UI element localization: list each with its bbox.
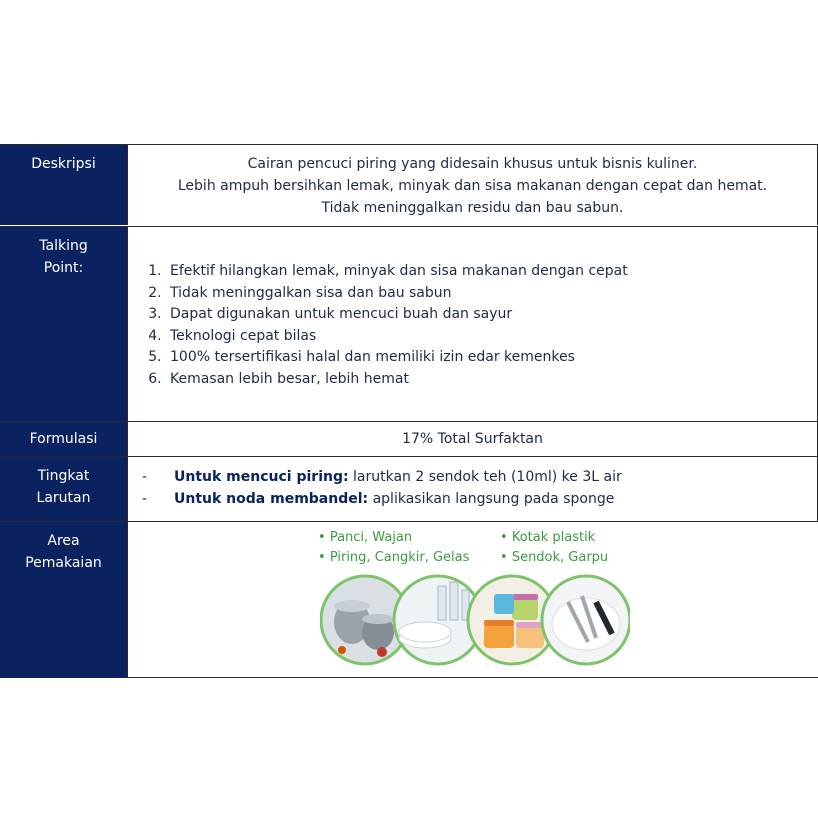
larutan-list [142,466,622,510]
area-pemakaian-content [128,522,818,678]
deskripsi-line-2: Lebih ampuh bersihkan lemak, minyak dan sisa makanan dengan cepat dan hemat. [177,178,768,194]
deskripsi-line-3: Tidak meninggalkan residu dan bau sabun. [321,200,624,216]
label-deskripsi: Deskripsi [0,145,128,225]
formulasi-value: 17% Total Surfaktan [128,422,818,456]
label-tingkat-line-2: Larutan [36,490,91,506]
larutan-item [142,466,622,488]
talking-point-item: 6. Kemasan lebih besar, lebih hemat [166,369,628,391]
usage-photos [320,572,630,668]
dash-marker: - [142,469,148,485]
cutlery-photo [542,576,630,664]
deskripsi-line-1: Cairan pencuci piring yang didesain khusus untuk bisnis kuliner. [247,156,698,172]
area-item: • Piring, Cangkir, Gelas [318,548,469,568]
area-list-right [500,528,608,568]
product-info-table [0,144,818,678]
talking-point-list [128,261,628,390]
label-area-line-2: Pemakaian [25,555,102,571]
label-talking-point-line-1: Talking [39,238,88,254]
label-talking-point [0,227,128,421]
area-item: • Sendok, Garpu [500,548,608,568]
area-item: • Panci, Wajan [318,528,469,548]
talking-point-item: 5. 100% tersertifikasi halal dan memiliki izin edar kemenkes [166,347,628,369]
area-list-left [318,528,469,568]
row-deskripsi [0,145,818,225]
row-talking-point [0,226,818,421]
talking-point-item: 1. Efektif hilangkan lemak, minyak dan sisa makanan dengan cepat [166,261,628,283]
deskripsi-content [128,145,818,225]
label-tingkat-larutan [0,457,128,521]
larutan-item-text: larutkan 2 sendok teh (10ml) ke 3L air [348,469,622,485]
talking-point-item: 4. Teknologi cepat bilas [166,326,628,348]
larutan-item-text: aplikasikan langsung pada sponge [368,491,615,507]
label-talking-point-line-2: Point: [43,260,84,276]
talking-point-content [128,227,818,421]
label-area-line-1: Area [47,533,80,549]
label-tingkat-line-1: Tingkat [37,468,90,484]
row-area-pemakaian [0,521,818,678]
dash-marker: - [142,491,148,507]
larutan-item-bold: Untuk noda membandel: [174,491,369,507]
row-formulasi [0,421,818,456]
label-formulasi: Formulasi [0,422,128,456]
larutan-item-bold: Untuk mencuci piring: [174,469,349,485]
talking-point-item: 3. Dapat digunakan untuk mencuci buah dan sayur [166,304,628,326]
larutan-item [142,488,622,510]
talking-point-item: 2. Tidak meninggalkan sisa dan bau sabun [166,283,628,305]
area-item: • Kotak plastik [500,528,608,548]
row-tingkat-larutan [0,456,818,521]
label-area-pemakaian [0,522,128,678]
tingkat-larutan-content [128,457,818,521]
